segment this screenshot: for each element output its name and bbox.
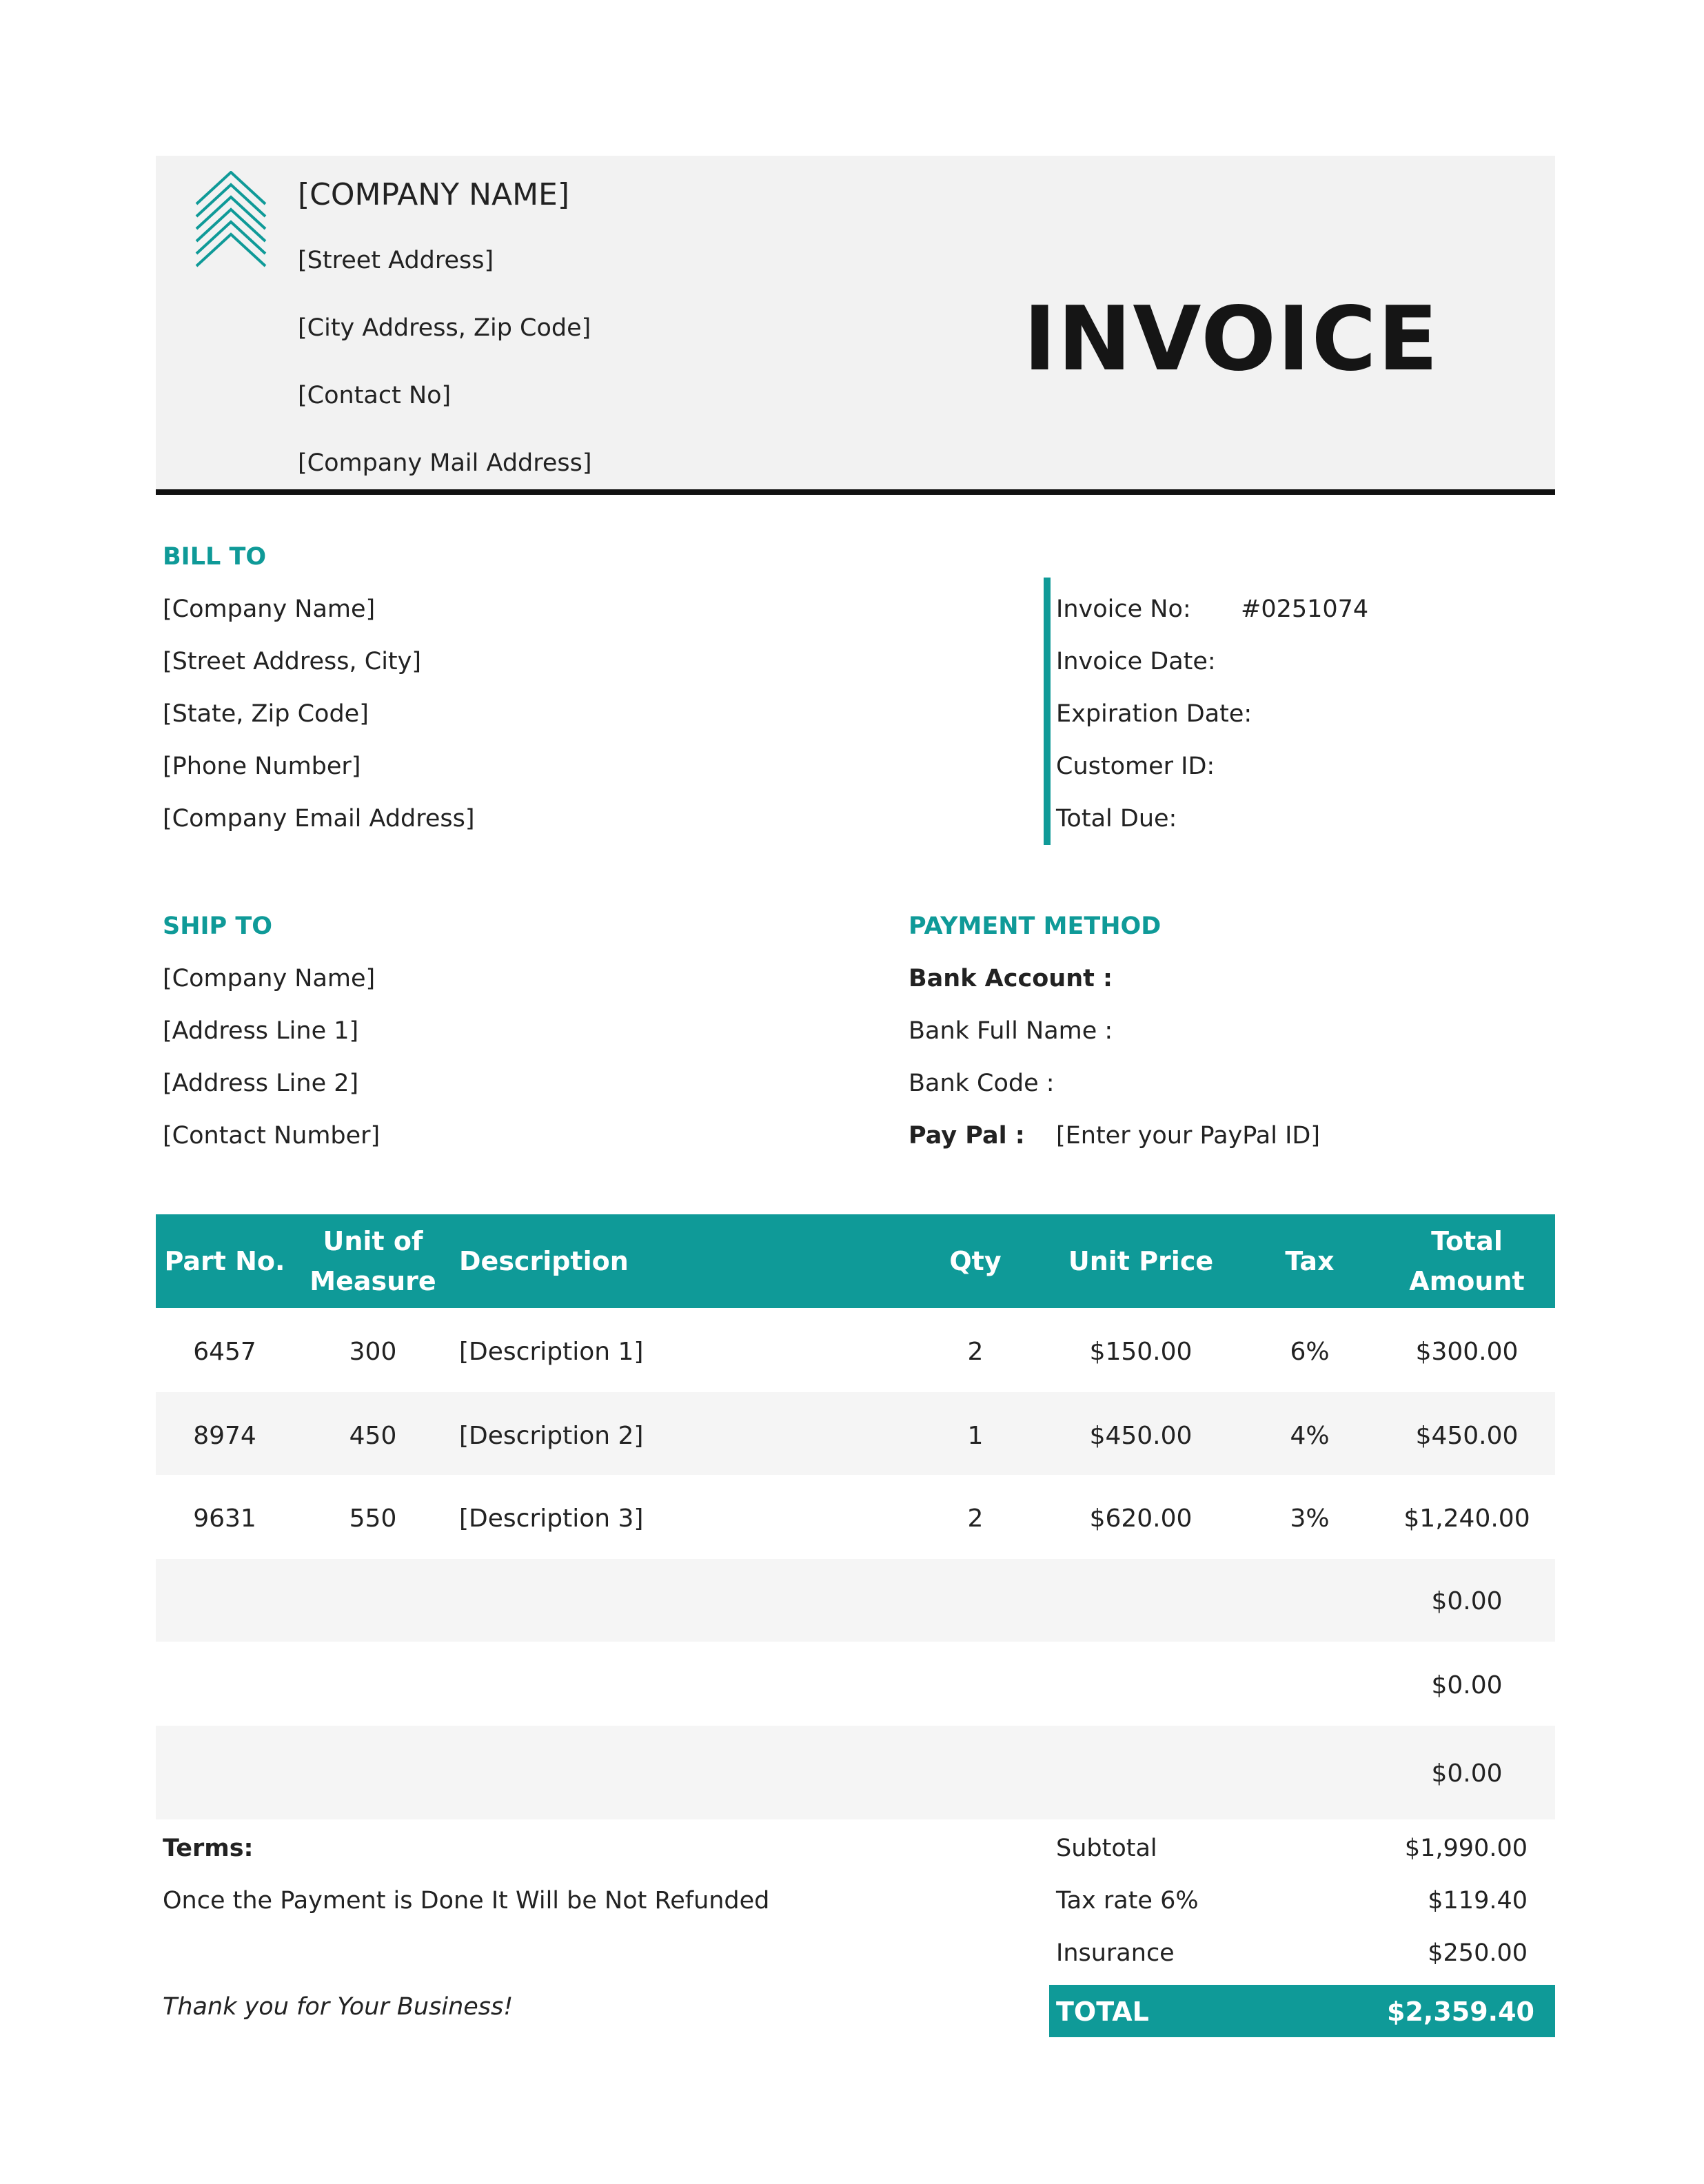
expiration-date-label: Expiration Date: [1056,700,1252,728]
bill-to-phone: [Phone Number] [163,753,361,780]
row-2-description: [Description 2] [459,1422,644,1450]
row-1-price: $150.00 [1089,1338,1193,1366]
payment-heading: PAYMENT METHOD [909,912,1162,940]
bill-to-company: [Company Name] [163,595,376,623]
bill-to-street: [Street Address, City] [163,648,422,675]
row-2-part: 8974 [193,1422,256,1450]
row-2-price: $450.00 [1089,1422,1193,1450]
ship-to-address-1: [Address Line 1] [163,1017,359,1045]
company-city: [City Address, Zip Code] [298,314,591,342]
row-3-tax: 3% [1290,1504,1330,1533]
bill-to-state: [State, Zip Code] [163,700,369,728]
row-2-tax: 4% [1290,1422,1330,1450]
insurance-value: $250.00 [1428,1939,1528,1967]
bill-to-email: [Company Email Address] [163,805,475,833]
invoice-no-label: Invoice No: [1056,595,1191,623]
row-1-tax: 6% [1290,1338,1330,1366]
col-unit-line1: Unit of [323,1226,423,1256]
bank-account-label: Bank Account : [909,965,1113,992]
ship-to-company: [Company Name] [163,965,376,992]
col-tax: Tax [1285,1246,1335,1276]
row-1-total: $300.00 [1415,1338,1519,1366]
row-5-total: $0.00 [1431,1671,1503,1700]
terms-text: Once the Payment is Done It Will be Not Refunded [163,1887,770,1915]
paypal-label: Pay Pal : [909,1122,1025,1150]
col-description: Description [459,1246,629,1276]
row-3-price: $620.00 [1089,1504,1193,1533]
col-part-no: Part No. [164,1246,285,1276]
row-2-unit: 450 [349,1422,397,1450]
total-due-label: Total Due: [1056,805,1177,833]
taxrate-label: Tax rate 6% [1056,1887,1199,1915]
thank-you-note: Thank you for Your Business! [163,1993,514,2021]
row-4-total: $0.00 [1431,1587,1503,1615]
insurance-label: Insurance [1056,1939,1175,1967]
col-unit-line2: Measure [310,1266,436,1296]
col-total-line2: Amount [1409,1266,1525,1296]
row-3-description: [Description 3] [459,1504,644,1533]
row-band [156,1726,1555,1819]
bank-full-name-label: Bank Full Name : [909,1017,1113,1045]
ship-to-heading: SHIP TO [163,912,272,940]
row-1-part: 6457 [193,1338,256,1366]
row-3-qty: 2 [967,1504,984,1533]
company-mail: [Company Mail Address] [298,449,592,477]
ship-to-contact: [Contact Number] [163,1122,381,1150]
row-1-qty: 2 [967,1338,984,1366]
bill-to-heading: BILL TO [163,543,267,571]
col-qty: Qty [949,1246,1002,1276]
company-contact: [Contact No] [298,382,452,409]
subtotal-value: $1,990.00 [1404,1835,1528,1862]
chevron-stack-icon [193,171,269,267]
paypal-value: [Enter your PayPal ID] [1056,1122,1321,1150]
invoice-title: INVOICE [1023,288,1439,391]
grand-total-value: $2,359.40 [1387,1997,1534,2027]
row-3-unit: 550 [349,1504,397,1533]
row-1-unit: 300 [349,1338,397,1366]
subtotal-label: Subtotal [1056,1835,1157,1862]
bank-code-label: Bank Code : [909,1070,1055,1097]
taxrate-value: $119.40 [1428,1887,1528,1915]
info-accent-bar [1044,578,1051,845]
grand-total-label: TOTAL [1056,1997,1149,2027]
company-street: [Street Address] [298,247,494,274]
row-2-total: $450.00 [1415,1422,1519,1450]
row-3-total: $1,240.00 [1403,1504,1530,1533]
header-divider [156,489,1555,495]
invoice-no-value: #0251074 [1241,595,1369,623]
ship-to-address-2: [Address Line 2] [163,1070,359,1097]
row-2-qty: 1 [967,1422,984,1450]
row-1-description: [Description 1] [459,1338,644,1366]
terms-heading: Terms: [163,1835,254,1862]
row-band [156,1559,1555,1642]
row-6-total: $0.00 [1431,1759,1503,1788]
row-3-part: 9631 [193,1504,256,1533]
col-total-line1: Total [1431,1226,1503,1256]
invoice-date-label: Invoice Date: [1056,648,1216,675]
col-unit-price: Unit Price [1068,1246,1214,1276]
company-name: [COMPANY NAME] [298,177,570,212]
customer-id-label: Customer ID: [1056,753,1215,780]
